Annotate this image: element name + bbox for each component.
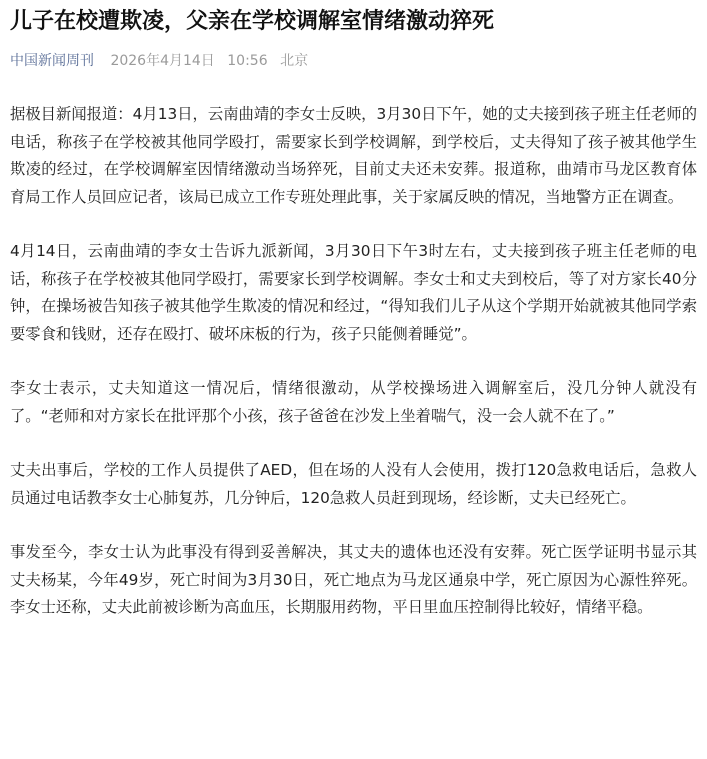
paragraph: 丈夫出事后，学校的工作人员提供了AED，但在场的人没有人会使用，拨打120急救电话后，急救人员通过电话教李女士心肺复苏，几分钟后，120急救人员赶到现场，经诊断，丈夫已经死亡。 (10, 461, 697, 507)
publish-date: 2026年4月14日 (110, 53, 215, 69)
publish-location: 北京 (280, 53, 309, 69)
paragraph: 事发至今，李女士认为此事没有得到妥善解决，其丈夫的遗体也还没有安葬。死亡医学证明书显示其丈夫杨某，今年49岁，死亡时间为3月30日，死亡地点为马龙区通泉中学，死亡原因为心源性猝死。李女士还称，丈夫此前被诊断为高血压，长期服用药物，平日里血压控制得比较好，情绪平稳。 (10, 543, 697, 616)
paragraph: 4月14日，云南曲靖的李女士告诉九派新闻，3月30日下午3时左右，丈夫接到孩子班主任老师的电话，称孩子在学校被其他同学殴打，需要家长到学校调解。李女士和丈夫到校后，等了对方家长40分钟，在操场被告知孩子被其他学生欺凌的情况和经过，“得知我们儿子从这个学期开始就被其他同学索要零食和钱财，还存在殴打、破坏床板的行为，孩子只能侧着睡觉”。 (10, 242, 697, 343)
article-title: 儿子在校遭欺凌，父亲在学校调解室情绪激动猝死 (10, 9, 495, 34)
publish-time: 10:56 (227, 53, 268, 69)
source-link[interactable]: 中国新闻周刊 (10, 53, 94, 69)
article-meta (10, 51, 697, 71)
paragraph: 李女士表示，丈夫知道这一情况后，情绪很激动，从学校操场进入调解室后，没几分钟人就没有了。“老师和对方家长在批评那个小孩，孩子爸爸在沙发上坐着喘气，没一会人就不在了。” (10, 379, 697, 425)
paragraph: 据极目新闻报道：4月13日，云南曲靖的李女士反映，3月30日下午，她的丈夫接到孩子班主任老师的电话，称孩子在学校被其他同学殴打，需要家长到学校调解，到学校后，丈夫得知了孩子被其他学生欺凌的经过，在学校调解室因情绪激动当场猝死，目前丈夫还未安葬。报道称，曲靖市马龙区教育体育局工作人员回应记者，该局已成立工作专班处理此事，关于家属反映的情况，当地警方正在调查。 (10, 105, 697, 206)
article-body (10, 101, 697, 622)
